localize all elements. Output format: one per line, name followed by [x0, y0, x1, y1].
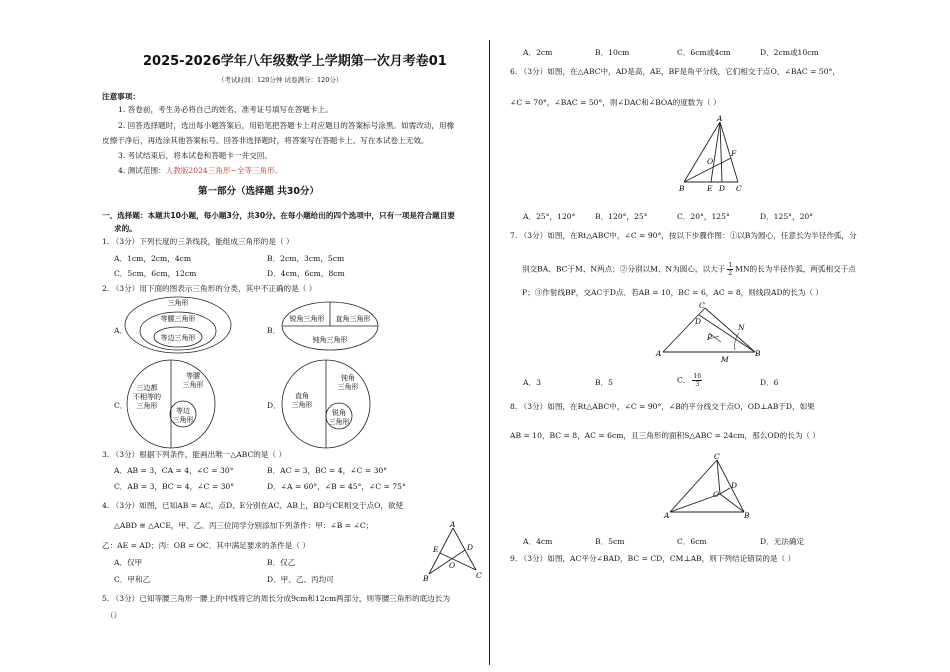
- q1-stem: 1. （3分）下列长度的三条线段，能组成三角形的是（ ）: [102, 237, 294, 246]
- q7-figure: [655, 302, 767, 366]
- note-4: [118, 165, 282, 176]
- q6-option-b: B．120°，25°: [595, 212, 648, 221]
- q2c-label-5: 三角形: [182, 381, 204, 389]
- q2b-label-obtuse: 钝角三角形: [312, 336, 348, 344]
- q7-label-n: N: [738, 323, 745, 332]
- q6-label-c: C: [736, 184, 742, 193]
- q8-option-c: C．6cm: [677, 537, 707, 546]
- q8-option-d: D．无法确定: [760, 537, 805, 546]
- q2a-label-isosceles: 等腰三角形: [160, 315, 196, 323]
- q7-fraction: [727, 262, 733, 277]
- q7-option-c-fraction: [692, 373, 702, 388]
- q3-option-b: B．AC = 3，BC = 4，∠C = 30°: [267, 466, 388, 475]
- q5-option-b: B．10cm: [595, 48, 630, 57]
- q8-label-b: B: [744, 511, 750, 520]
- q7-option-c-label: C．: [677, 375, 691, 385]
- q2d-label-2: 三角形: [291, 401, 313, 409]
- q6-figure: [676, 112, 756, 194]
- q6-label-o: O: [707, 157, 714, 166]
- q7-line-2a: 别交BA、BC于M、N两点；②分别以M、N为圆心，以大于: [522, 264, 726, 274]
- q2c-label-4: 等腰: [186, 372, 200, 380]
- q7-option-d: D．6: [760, 378, 779, 387]
- q8-line-1: 8. （3分）如图，在Rt△ABC中，∠C = 90°，∠B的平分线交于点O，OD⊥AB于D，如果: [510, 402, 815, 411]
- q6-label-b: B: [679, 184, 685, 193]
- q4-option-a: A．仅甲: [114, 558, 143, 567]
- q7-line-2: [522, 262, 856, 277]
- q7-line-2b: MN的长为半径作弧，两弧相交于点: [735, 264, 856, 274]
- q8-line-2: AB = 10，BC = 8，AC = 6cm，且三角形的面积S△ABC = 24cm，那么OD的长为（ ）: [510, 431, 821, 440]
- q2c-label-1: 三边都: [136, 384, 158, 392]
- q1-option-d: D．4cm，6cm，8cm: [267, 269, 345, 278]
- q4-line-2: △ABD ≅ △ACE，甲、乙、丙三位同学分别添加下列条件：甲：∠B = ∠C；: [114, 521, 374, 530]
- q2-figure-b: [280, 300, 380, 352]
- q4-line-1: 4. （3分）如图，已知AB = AC，点D、E分别在AC、AB上，BD与CE相交于点O，欲使: [102, 501, 404, 510]
- q5-line-2: （）: [106, 611, 122, 620]
- q2a-label-equilateral: 等边三角形: [160, 334, 196, 342]
- q6-label-a: A: [717, 114, 723, 123]
- column-divider: [489, 40, 490, 665]
- q2-stem: 2. （3分）用下面的图表示三角形的分类，其中不正确的是（ ）: [102, 284, 317, 293]
- q7-label-p: P: [707, 333, 713, 342]
- q4-option-c: C．甲和乙: [114, 575, 151, 584]
- q2-figure-c: [125, 358, 217, 450]
- q7-option-c-den: 3: [695, 381, 700, 388]
- note-1: 1. 答卷前，考生务必将自己的姓名、准考证号填写在答题卡上。: [118, 105, 333, 114]
- q3-stem: 3. （3分）根据下列条件，能画出唯一△ABC的是（ ）: [102, 450, 287, 459]
- q6-option-d: D．125°，20°: [760, 212, 814, 221]
- exam-info: （考试时间：120分钟 试卷满分：120分）: [218, 76, 343, 84]
- q8-option-a: A．4cm: [523, 537, 553, 546]
- q2c-label-3: 三角形: [136, 402, 158, 410]
- q4-label-c: C: [476, 571, 482, 580]
- q3-option-a: A．AB = 3，CA = 4，∠C = 30°: [114, 466, 234, 475]
- q8-label-a: A: [664, 511, 670, 520]
- q6-line-2: ∠C = 70°，∠BAC = 50°，则∠DAC和∠BOA的度数为（ ）: [510, 98, 721, 107]
- q4-line-3: 乙：AE = AD；丙：OB = OC．其中满足要求的条件是（ ）: [102, 541, 310, 550]
- q2b-label-right: 直角三角形: [335, 315, 371, 323]
- q2-option-a: A．: [114, 326, 128, 335]
- q7-line-1: 7. （3分）如图，在Rt△ABC中，∠C = 90°，按以下步骤作图：①以B为圆心，任意长为半径作弧，分: [510, 231, 857, 240]
- note-3: 3. 考试结束后，将本试卷和答题卡一并交回。: [118, 151, 272, 160]
- notes-heading: 注意事项：: [102, 92, 140, 101]
- q2c-label-6: 等边: [176, 407, 190, 415]
- q2-option-b: B．: [267, 326, 281, 335]
- q4-option-d: D．甲、乙、丙均可: [267, 575, 334, 584]
- q7-option-c-num: 16: [693, 373, 702, 380]
- q1-option-a: A．1cm，2cm，4cm: [114, 254, 192, 263]
- q6-label-e: E: [707, 184, 713, 193]
- q5-option-d: D．2cm或10cm: [760, 48, 819, 57]
- q7-label-b: B: [755, 349, 761, 358]
- test-scope: 人教版2024三角形~全等三角形。: [165, 166, 283, 175]
- q7-label-d: D: [695, 317, 702, 326]
- q8-label-o: O: [713, 490, 720, 499]
- q7-fraction-den: 2: [728, 270, 733, 277]
- q2-option-d: D．: [267, 401, 281, 410]
- q7-line-3: P；③作射线BP，交AC于D点．若AB = 10，BC = 6，AC = 8，则线段AD的长为（ ）: [522, 288, 824, 297]
- q7-option-a: A．3: [523, 378, 541, 387]
- q3-option-c: C．AB = 3，BC = 4，∠C = 30°: [114, 482, 235, 491]
- q7-label-m: M: [721, 355, 729, 364]
- q4-figure: [420, 520, 488, 582]
- q2d-label-4: 三角形: [337, 383, 359, 391]
- q2b-label-acute: 锐角三角形: [289, 315, 325, 323]
- q8-label-d: D: [731, 481, 738, 490]
- q2-figure-a: [123, 295, 233, 355]
- q2c-label-2: 不相等的: [133, 393, 161, 401]
- note-2: 2. 回答选择题时，选出每小题答案后，用铅笔把答题卡上对应题目的答案标号涂黑。如需改动，用橡: [118, 121, 455, 130]
- q7-label-c: C: [699, 302, 705, 310]
- q4-label-d: D: [467, 543, 474, 552]
- q4-option-b: B．仅乙: [267, 558, 296, 567]
- q3-option-d: D．∠A = 60°，∠B = 45°，∠C = 75°: [267, 482, 406, 491]
- q2c-label-7: 三角形: [172, 416, 194, 424]
- q4-label-b: B: [423, 574, 429, 582]
- q9-stem: 9. （3分）如图，AC平分∠BAD，BC = CD，CM⊥AB，则下列结论错误的是（ ）: [510, 554, 796, 563]
- q4-label-o: O: [449, 561, 456, 570]
- q4-label-e: E: [433, 545, 439, 554]
- q5-option-c: C．6cm或4cm: [677, 48, 731, 57]
- q7-fraction-num: 1: [728, 262, 733, 269]
- q2-option-c: C．: [114, 401, 128, 410]
- note-4-label: 4. 测试范围：: [118, 166, 166, 175]
- q5-line-1: 5. （3分）已知等腰三角形一腰上的中线将它的周长分成9cm和12cm两部分，则等腰三角形的底边长为: [102, 594, 451, 603]
- part1-title: 第一部分（选择题 共30分）: [198, 186, 320, 197]
- q2-figure-d: [280, 358, 372, 450]
- q2d-label-3: 钝角: [341, 374, 355, 382]
- q8-figure: [660, 452, 755, 522]
- part1-instructions-cont: 求的。: [114, 224, 137, 233]
- q2d-label-1: 直角: [295, 392, 309, 400]
- q7-label-a: A: [656, 349, 662, 358]
- q7-option-c: [677, 373, 702, 388]
- q5-option-a: A．2cm: [523, 48, 553, 57]
- exam-title: 2025-2026学年八年级数学上学期第一次月考卷01: [143, 54, 447, 69]
- q6-label-d: D: [719, 184, 726, 193]
- q2a-label-triangle: 三角形: [167, 299, 189, 307]
- note-2-cont: 皮擦干净后，再选涂其他答案标号。回答非选择题时，将答案写在答题卡上。写在本试卷上无效。: [102, 136, 429, 145]
- q2d-label-6: 三角形: [328, 418, 350, 426]
- q4-label-a: A: [450, 520, 456, 529]
- q6-option-c: C．20°，125°: [677, 212, 730, 221]
- q6-line-1: 6. （3分）如图，在△ABC中，AD是高，AE，BF是角平分线，它们相交于点O，∠BAC = 50°，: [510, 67, 840, 76]
- q6-label-f: F: [731, 149, 737, 158]
- q1-option-c: C．5cm，6cm，12cm: [114, 269, 197, 278]
- q7-option-b: B．5: [595, 378, 614, 387]
- q2d-label-5: 锐角: [332, 409, 346, 417]
- part1-instructions: 一、选择题：本题共10小题，每小题3分，共30分。在每小题给出的四个选项中，只有一项是符合题目要: [102, 211, 455, 220]
- q6-option-a: A．25°，120°: [523, 212, 576, 221]
- q8-label-c: C: [714, 452, 720, 461]
- q8-option-b: B．5cm: [595, 537, 625, 546]
- q1-option-b: B．2cm，3cm，5cm: [267, 254, 345, 263]
